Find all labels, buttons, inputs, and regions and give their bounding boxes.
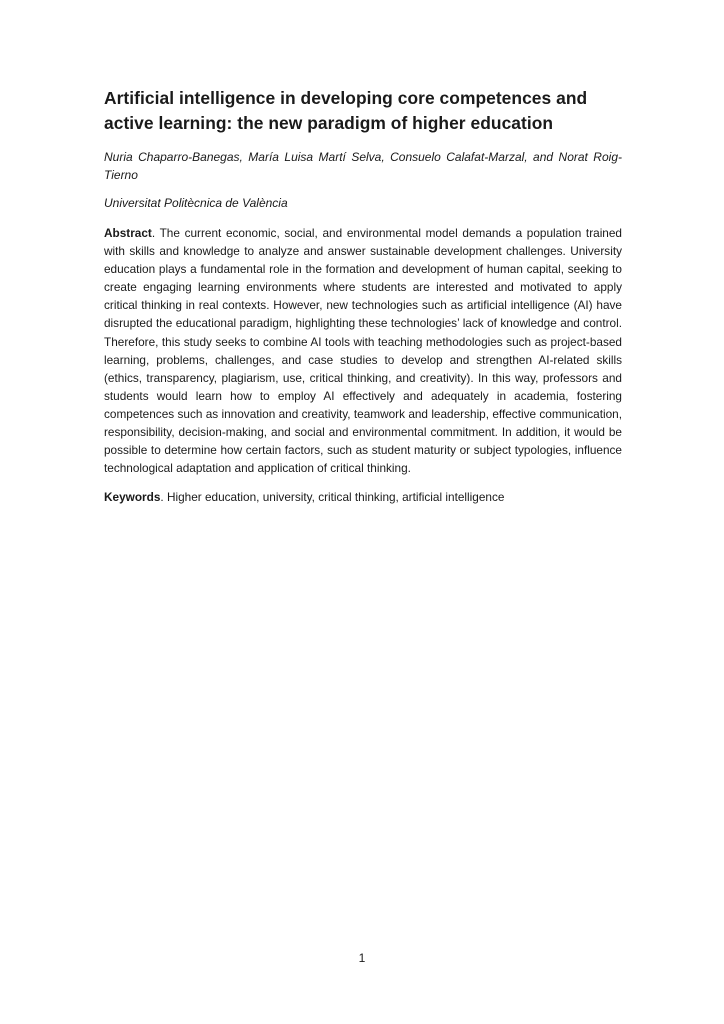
author-list: Nuria Chaparro-Banegas, María Luisa Martí Selva, Consuelo Calafat-Marzal, and Norat Roig-Tierno — [104, 150, 622, 182]
abstract-paragraph — [104, 224, 622, 477]
affiliation: Universitat Politècnica de València — [104, 196, 288, 210]
abstract-text: . The current economic, social, and environmental model demands a population trained with skills and knowledge to analyze and answer sustainable development challenges. University education plays a fundamental role in the formation and development of human capital, seeking to create engaging learning environments where students are interested and motivated to apply critical thinking in real contexts. However, new technologies such as artificial intelligence (AI) have disrupted the educational paradigm, highlighting these technologies’ lack of knowledge and control. Therefore, this study seeks to combine AI tools with teaching methodologies such as project-based learning, problems, challenges, and case studies to develop and strengthen AI-related skills (ethics, transparency, plagiarism, use, critical thinking, and creativity). In this way, professors and students would learn how to employ AI effectively and adequately in academia, fostering competences such as innovation and creativity, teamwork and leadership, effective communication, responsibility, decision-making, and social and environmental commitment. In addition, it would be possible to determine how certain factors, such as student maturity or subject typologies, influence technological adaptation and application of critical thinking. — [104, 226, 622, 476]
paper-page — [104, 86, 622, 506]
keywords-label: Keywords — [104, 490, 161, 505]
abstract-label: Abstract — [104, 226, 152, 240]
keywords-paragraph — [104, 488, 622, 506]
keywords-text: . Higher education, university, critical thinking, artificial intelligence — [160, 490, 505, 505]
paper-title: Artificial intelligence in developing core competences and active learning: the new paradigm of higher education — [104, 88, 588, 133]
page-number: 1 — [358, 951, 366, 965]
